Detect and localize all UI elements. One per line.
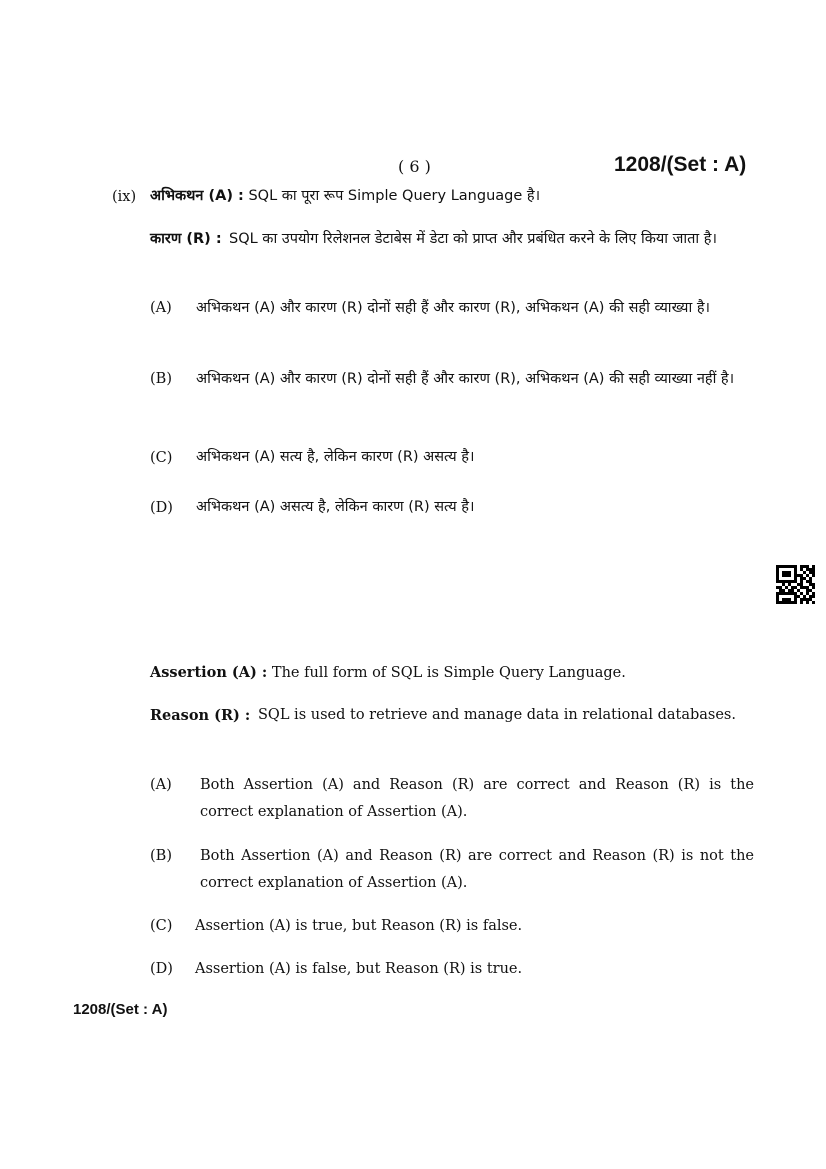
english-option-b-label: (B) — [150, 848, 172, 864]
hindi-option-a-text: अभिकथन (A) और कारण (R) दोनों सही हैं और कारण (R), अभिकथन (A) की सही व्याख्या है। — [196, 300, 711, 316]
set-code-footer: 1208/(Set : A) — [73, 1001, 168, 1018]
hindi-assertion — [150, 183, 754, 210]
hindi-reason-text: SQL का उपयोग रिलेशनल डेटाबेस में डेटा को प्राप्त और प्रबंधित करने के लिए किया जाता है। — [229, 231, 717, 247]
english-reason-label: Reason (R) : — [150, 707, 251, 724]
english-option-b-text: Both Assertion (A) and Reason (R) are correct and Reason (R) is not the correct explanation of Assertion (A). — [200, 848, 754, 891]
set-code-header: 1208/(Set : A) — [614, 153, 747, 176]
hindi-option-c-text: अभिकथन (A) सत्य है, लेकिन कारण (R) असत्य है। — [196, 449, 475, 465]
english-option-c-label: (C) — [150, 918, 173, 934]
english-option-d-text: Assertion (A) is false, but Reason (R) is true. — [195, 961, 523, 977]
question-number: (ix) — [112, 189, 137, 205]
hindi-option-d-text: अभिकथन (A) असत्य है, लेकिन कारण (R) सत्य है। — [196, 499, 475, 515]
hindi-option-b-text: अभिकथन (A) और कारण (R) दोनों सही हैं और कारण (R), अभिकथन (A) की सही व्याख्या नहीं है। — [196, 371, 735, 387]
english-option-a-label: (A) — [150, 777, 172, 793]
hindi-option-b-label: (B) — [150, 371, 172, 387]
english-option-c-text: Assertion (A) is true, but Reason (R) is false. — [195, 918, 523, 934]
english-assertion-label: Assertion (A) : — [150, 664, 268, 681]
english-assertion — [150, 659, 754, 687]
hindi-option-d-label: (D) — [150, 500, 173, 516]
english-option-a-text: Both Assertion (A) and Reason (R) are correct and Reason (R) is the correct explanation of Assertion (A). — [200, 777, 754, 820]
hindi-reason-label: कारण (R) : — [150, 231, 222, 247]
hindi-assertion-label: अभिकथन (A) : — [150, 188, 244, 204]
english-option-d-label: (D) — [150, 961, 173, 977]
hindi-assertion-text: SQL का पूरा रूप Simple Query Language है। — [248, 188, 541, 204]
english-assertion-text: The full form of SQL is Simple Query Language. — [271, 665, 626, 681]
page-number: ( 6 ) — [398, 157, 431, 176]
english-reason-text: SQL is used to retrieve and manage data in relational databases. — [258, 707, 736, 723]
hindi-option-c-label: (C) — [150, 450, 173, 466]
qr-code — [776, 565, 815, 604]
hindi-option-a-label: (A) — [150, 300, 172, 316]
